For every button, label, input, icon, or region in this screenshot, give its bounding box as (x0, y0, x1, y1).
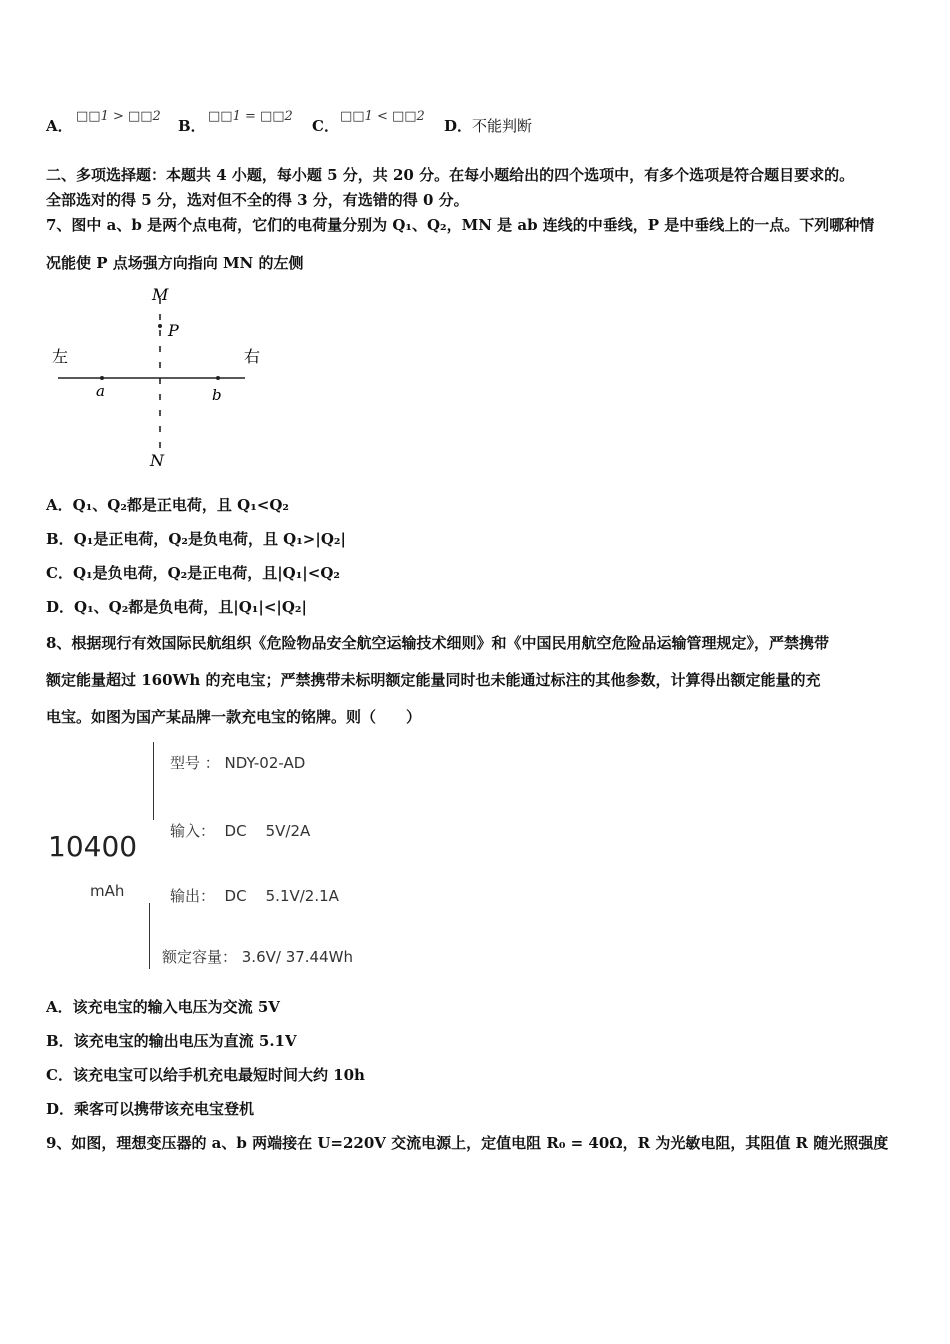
q6-option-d-text: 不能判断 (472, 117, 533, 135)
point-p-dot (158, 324, 162, 328)
nameplate-capacity: 10400 (48, 830, 138, 863)
q8-option-a: A．该充电宝的输入电压为交流 5V (46, 998, 280, 1016)
q8-stem-line2: 额定能量超过 160Wh 的充电宝；严禁携带未标明额定能量同时也未能通过标注的其他参数，计算得出额定能量的充 (46, 671, 821, 689)
q8-option-d: D．乘客可以携带该充电宝登机 (46, 1100, 255, 1118)
label-a: a (96, 382, 105, 400)
q7-stem-line2: 况能使 P 点场强方向指向 MN 的左侧 (46, 254, 304, 272)
nameplate-unit: mAh (90, 882, 125, 900)
q7-field-diagram (40, 280, 280, 480)
section2-line2: 全部选对的得 5 分，选对但不全的得 3 分，有选错的得 0 分。 (46, 191, 469, 209)
q6-option-b (178, 116, 206, 136)
q6-option-b-letter: B． (178, 117, 206, 135)
nameplate-divider-top (153, 742, 154, 820)
q7-option-c: C．Q₁是负电荷，Q₂是正电荷，且|Q₁|<Q₂ (46, 564, 340, 582)
nameplate-rated-capacity: 额定容量： 3.6V/ 37.44Wh (162, 948, 353, 966)
q6-option-a-formula: □□1 > □□2 (76, 109, 161, 124)
q6-option-b-formula: □□1 = □□2 (208, 109, 293, 124)
q8-option-c: C．该充电宝可以给手机充电最短时间大约 10h (46, 1066, 365, 1084)
label-left: 左 (52, 347, 69, 366)
q7-option-b: B．Q₁是正电荷，Q₂是负电荷，且 Q₁>|Q₂| (46, 530, 346, 548)
q9-stem-line1: 9、如图，理想变压器的 a、b 两端接在 U=220V 交流电源上，定值电阻 R₀ = 40Ω，R 为光敏电阻，其阻值 R 随光照强度 (46, 1134, 889, 1152)
charge-b-dot (216, 376, 220, 380)
q6-option-c-letter: C． (312, 117, 339, 135)
q8-stem-line3: 电宝。如图为国产某品牌一款充电宝的铭牌。则（ ） (46, 708, 422, 726)
label-p: P (168, 321, 179, 340)
charge-a-dot (100, 376, 104, 380)
nameplate-model: 型号 ： NDY-02-AD (170, 754, 306, 772)
nameplate-input: 输入： DC 5V/2A (170, 822, 311, 840)
q6-option-d (444, 116, 532, 136)
q8-option-b: B．该充电宝的输出电压为直流 5.1V (46, 1032, 297, 1050)
label-b: b (212, 386, 222, 404)
q6-option-d-letter: D． (444, 117, 473, 135)
q6-option-a (46, 116, 73, 136)
q7-option-a: A．Q₁、Q₂都是正电荷，且 Q₁<Q₂ (46, 496, 289, 514)
label-n: N (150, 451, 164, 470)
nameplate-divider-bottom (149, 903, 150, 969)
label-m: M (152, 285, 169, 304)
q7-stem-line1: 7、图中 a、b 是两个点电荷，它们的电荷量分别为 Q₁、Q₂，MN 是 ab 连线的中垂线，P 是中垂线上的一点。下列哪种情 (46, 216, 875, 234)
label-right: 右 (244, 347, 261, 366)
powerbank-nameplate (40, 738, 400, 973)
q6-option-c (312, 116, 339, 136)
section2-line1: 二、多项选择题：本题共 4 小题，每小题 5 分，共 20 分。在每小题给出的四个选项中，有多个选项是符合题目要求的。 (46, 166, 855, 184)
q6-option-c-formula: □□1 < □□2 (340, 109, 425, 124)
q8-stem-line1: 8、根据现行有效国际民航组织《危险物品安全航空运输技术细则》和《中国民用航空危险品运输管理规定》，严禁携带 (46, 634, 829, 652)
nameplate-output: 输出： DC 5.1V/2.1A (170, 887, 339, 905)
q6-option-a-letter: A． (46, 117, 73, 135)
q7-option-d: D．Q₁、Q₂都是负电荷，且|Q₁|<|Q₂| (46, 598, 307, 616)
